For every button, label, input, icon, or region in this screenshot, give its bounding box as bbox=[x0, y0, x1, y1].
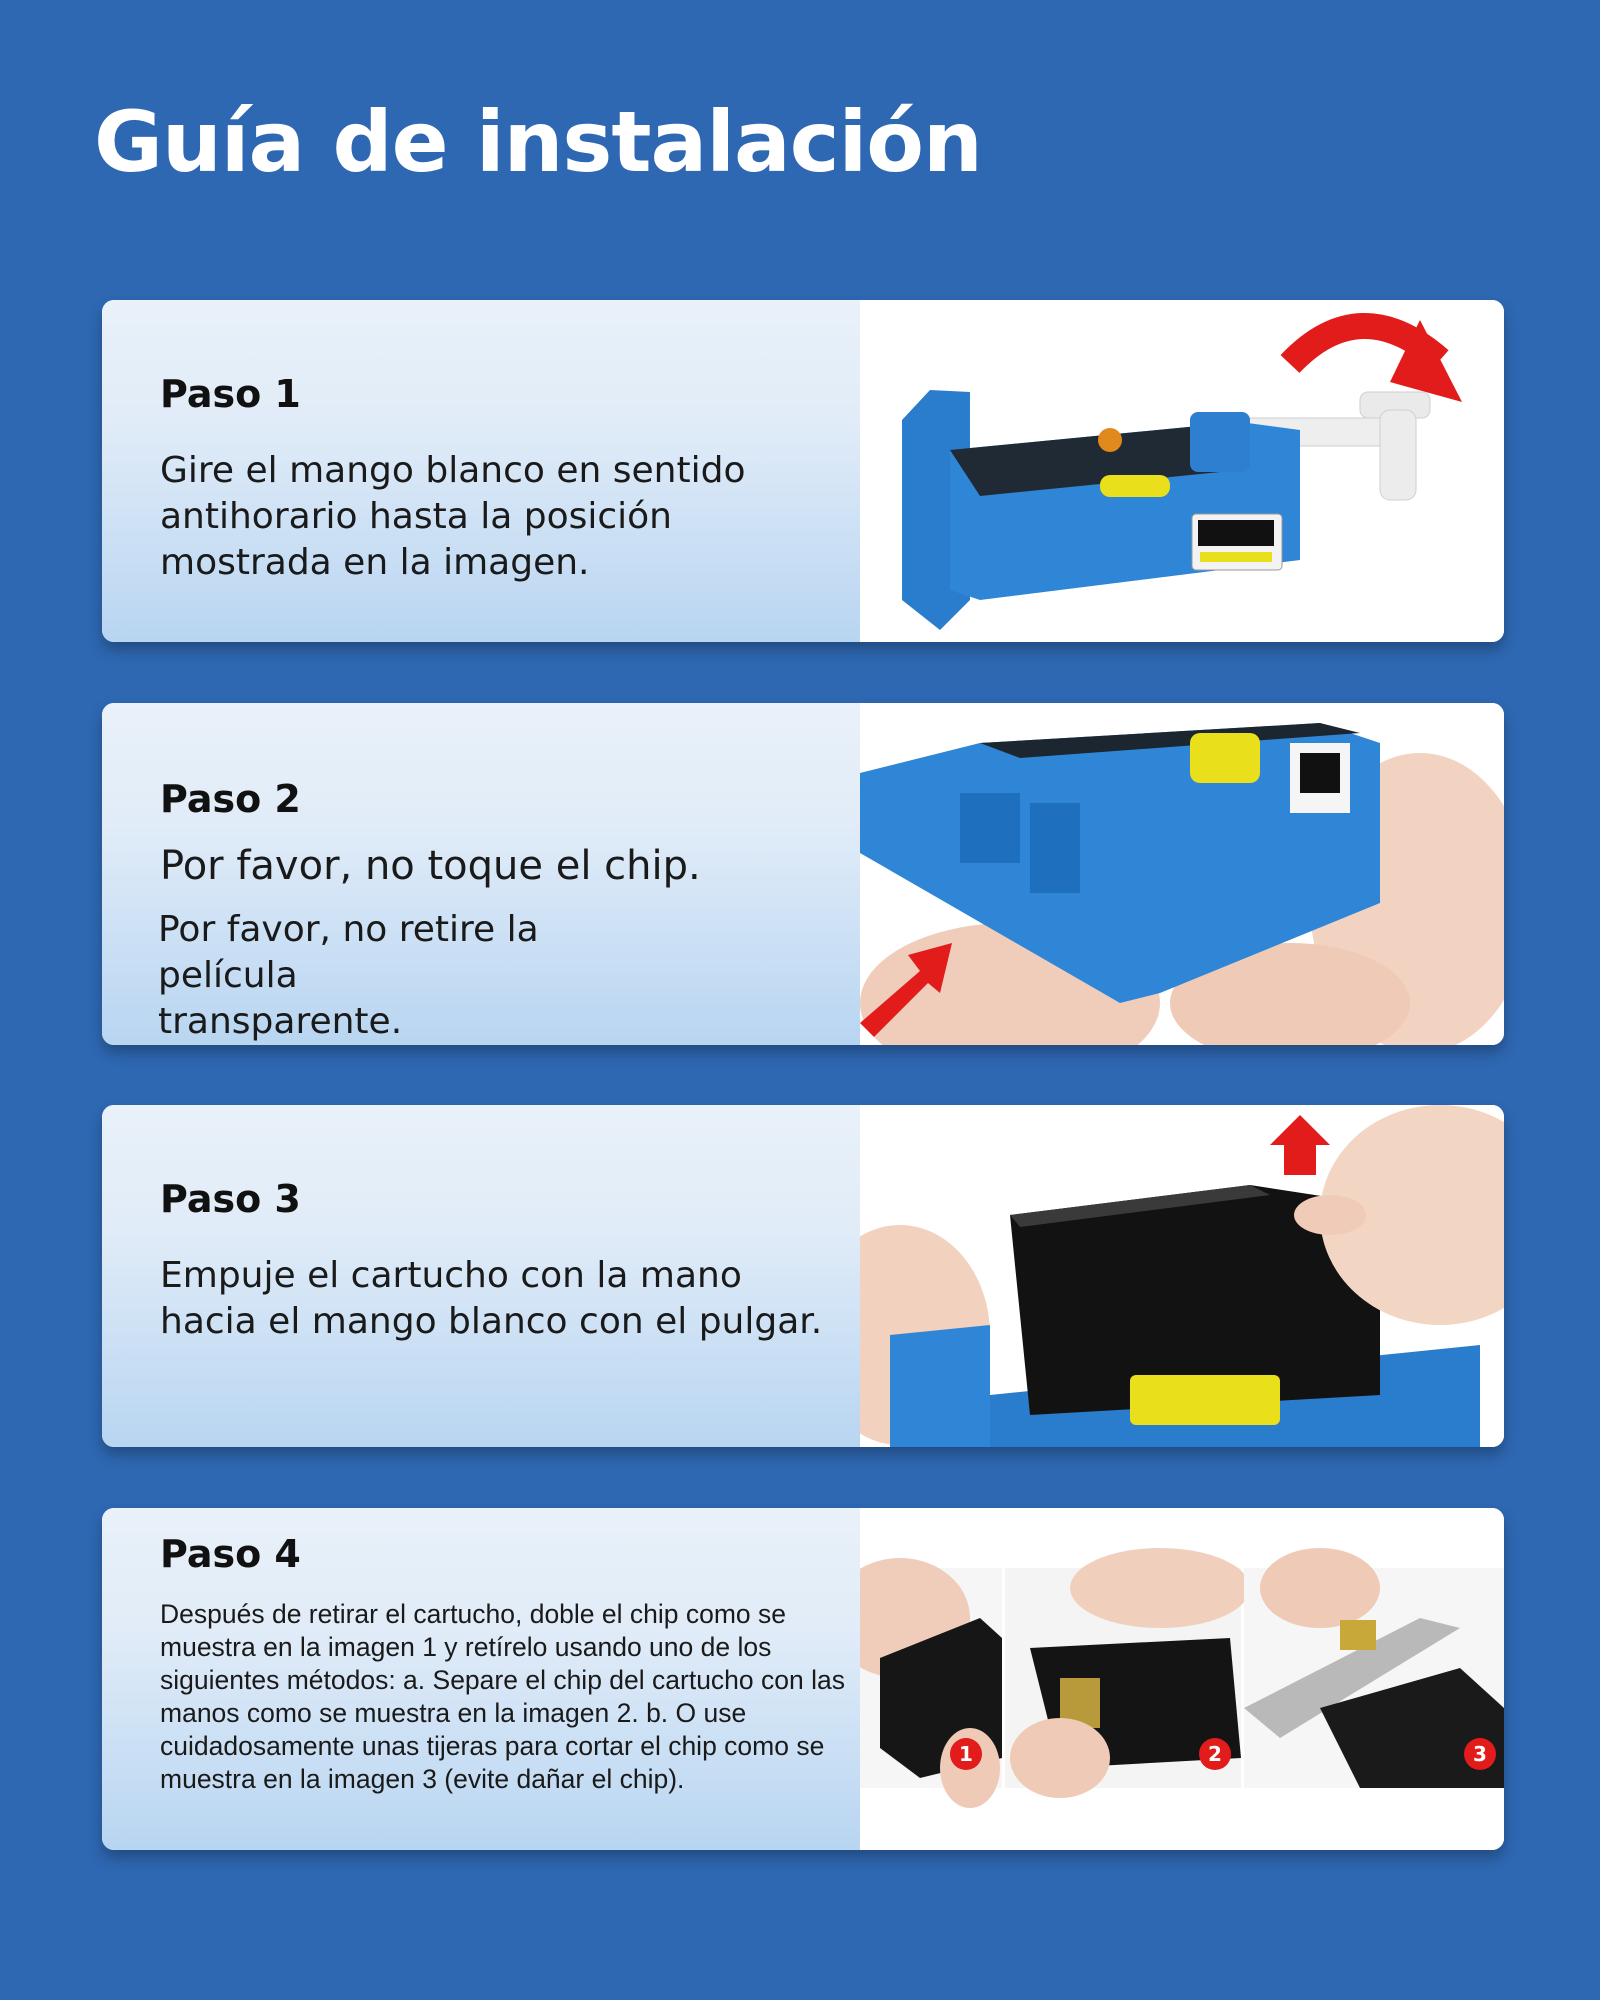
step-1-description: Gire el mango blanco en sentido antihorario hasta la posición mostrada en la imagen. bbox=[160, 450, 746, 583]
step-1-text-panel bbox=[102, 300, 860, 642]
cartridge-clip-rotate-handle-icon bbox=[860, 300, 1504, 642]
step-4-title: Paso 4 bbox=[160, 1532, 301, 1576]
step-2-title: Paso 2 bbox=[160, 777, 301, 821]
step-card-3 bbox=[102, 1105, 1504, 1447]
step-3-title: Paso 3 bbox=[160, 1177, 301, 1221]
photo-badge-1: 1 bbox=[959, 1742, 973, 1766]
step-card-1 bbox=[102, 300, 1504, 642]
step-4-text-panel bbox=[102, 1508, 860, 1850]
cartridge-clip-hands-icon bbox=[860, 703, 1504, 1045]
step-3-image bbox=[860, 1105, 1504, 1447]
step-2-image bbox=[860, 703, 1504, 1045]
step-2-warning-film: Por favor, no retire la película transparente. bbox=[158, 909, 539, 1042]
step-1-image bbox=[860, 300, 1504, 642]
chip-removal-photo-1 bbox=[860, 1558, 1002, 1808]
chip-removal-icon bbox=[860, 1508, 1504, 1850]
photo-badge-3: 3 bbox=[1473, 1742, 1487, 1766]
step-4-description: Después de retirar el cartucho, doble el chip como se muestra en la imagen 1 y retírelo usando uno de los siguientes métodos: a. Separe el chip del cartucho con las manos como se muestra en la imagen 2. b. O use cuidadosamente unas tijeras para cortar el chip como se muestra en la imagen 3 (evite dañar el chip). bbox=[160, 1599, 845, 1794]
step-card-4 bbox=[102, 1508, 1504, 1850]
step-1-title: Paso 1 bbox=[160, 372, 301, 416]
step-card-2 bbox=[102, 703, 1504, 1045]
step-2-warning-chip: Por favor, no toque el chip. bbox=[160, 843, 701, 889]
step-3-text-panel bbox=[102, 1105, 860, 1447]
chip-removal-photo-2 bbox=[1005, 1548, 1250, 1798]
photo-badge-2: 2 bbox=[1208, 1742, 1222, 1766]
step-2-text-panel bbox=[102, 703, 860, 1045]
step-4-image bbox=[860, 1508, 1504, 1850]
step-3-description: Empuje el cartucho con la mano hacia el mango blanco con el pulgar. bbox=[160, 1255, 823, 1342]
page-title: Guía de instalación bbox=[94, 93, 982, 191]
chip-removal-photo-3 bbox=[1244, 1548, 1504, 1788]
cartridge-push-out-icon bbox=[860, 1105, 1504, 1447]
